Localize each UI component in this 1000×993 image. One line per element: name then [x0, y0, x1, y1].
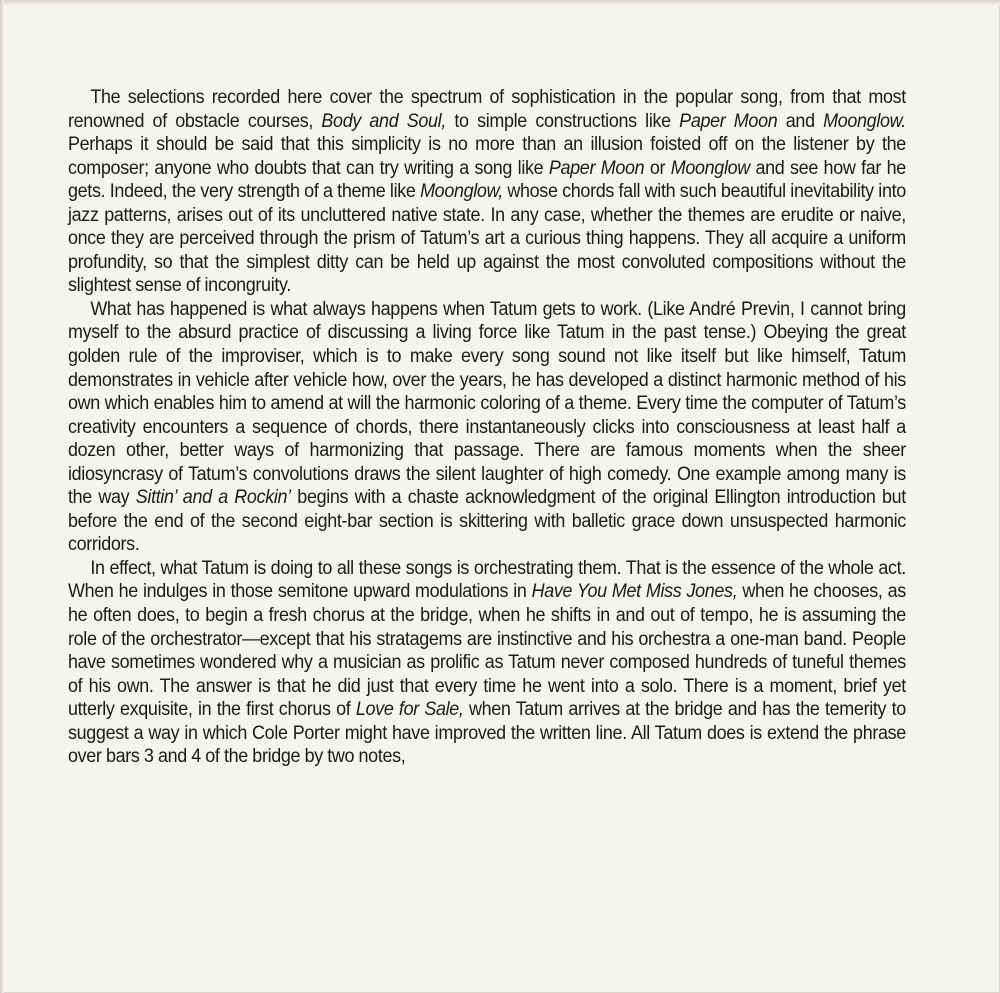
- text-run: when he chooses, as he often does, to begin a fresh chorus at the bridge, when he shifts in and out of tempo, he is assuming the role of the orchestrator—except that his stratagems are instinctive and his orchestra a one-man band. People have sometimes wondered why a musician as prolific as Tatum never composed hundreds of tuneful themes of his own. The answer is that he did just that every time he went into a solo. There is a moment, brief yet utterly exquisite, in the first chorus of: [68, 581, 906, 721]
- title-italic: Have You Met Miss Jones,: [531, 581, 738, 603]
- title-italic: Sittin’ and a Rockin’: [135, 487, 291, 509]
- title-italic: Paper Moon: [679, 110, 778, 132]
- text-run: to simple constructions like: [445, 110, 680, 132]
- title-italic: Body and Soul,: [321, 110, 446, 132]
- title-italic: Paper Moon: [548, 157, 645, 179]
- title-italic: Love for Sale,: [355, 699, 464, 721]
- paragraph-2: [68, 298, 906, 557]
- paragraph-1: [68, 86, 906, 298]
- title-italic: Moonglow.: [823, 110, 906, 132]
- text-run: What has happened is what always happens when Tatum gets to work. (Like André Previn, I cannot bring myself to the absurd practice of discussing a living force like Tatum in the past tense.) Obeying the great golden rule of the improviser, which is to make every song sound not like itself but like himself, Tatum demonstrates in vehicle after vehicle how, over the years, he has developed a distinct harmonic method of his own which enables him to amend at will the harmonic coloring of a theme. Every time the computer of Tatum’s creativity encounters a sequence of chords, there instantaneously clicks into consciousness at least half a dozen other, better ways of harmonizing that passage. There are famous moments when the sheer idiosyncrasy of Tatum’s convolutions draws the silent laughter of high comedy. One example among many is the way: [68, 298, 906, 509]
- page-edge-left: [0, 0, 4, 993]
- text-run: or: [644, 157, 671, 179]
- text-run: In effect, what Tatum is doing to all these songs is orchestrating them. That is the essence of the whole act. When he indulges in those semitone upward modulations in: [68, 557, 906, 603]
- paragraph-3: [68, 557, 906, 769]
- text-run: The selections recorded here cover the spectrum of sophistication in the popular song, from that most renowned of obstacle courses,: [68, 87, 906, 132]
- page-edge-top: [0, 0, 1000, 6]
- title-italic: Moonglow: [670, 157, 750, 179]
- text-run: whose chords fall with such beautiful inevitability into jazz patterns, arises out of its uncluttered native state. In any case, whether the themes are erudite or naive, once they are perceived through the prism of Tatum’s art a curious thing happens. They all acquire a uniform profundity, so that the simplest ditty can be held up against the most convoluted compositions without the slightest sense of incongruity.: [68, 181, 906, 297]
- text-run: and see how far he gets. Indeed, the very strength of a theme like: [68, 157, 906, 203]
- text-run: when Tatum arrives at the bridge and has the temerity to suggest a way in which Cole Porter might have improved the written line. All Tatum does is extend the phrase over bars 3 and 4 of the bridge by two notes,: [68, 699, 906, 768]
- body-text: [68, 86, 906, 769]
- title-italic: Moonglow,: [420, 181, 503, 203]
- text-run: Perhaps it should be said that this simplicity is no more than an illusion foisted off on the listener by the composer; anyone who doubts that can try writing a song like: [68, 134, 906, 179]
- text-run: begins with a chaste acknowledgment of the original Ellington introduction but before the end of the second eight-bar section is skittering with balletic grace down unsuspected harmonic corridors.: [68, 487, 906, 556]
- text-run: and: [777, 110, 824, 132]
